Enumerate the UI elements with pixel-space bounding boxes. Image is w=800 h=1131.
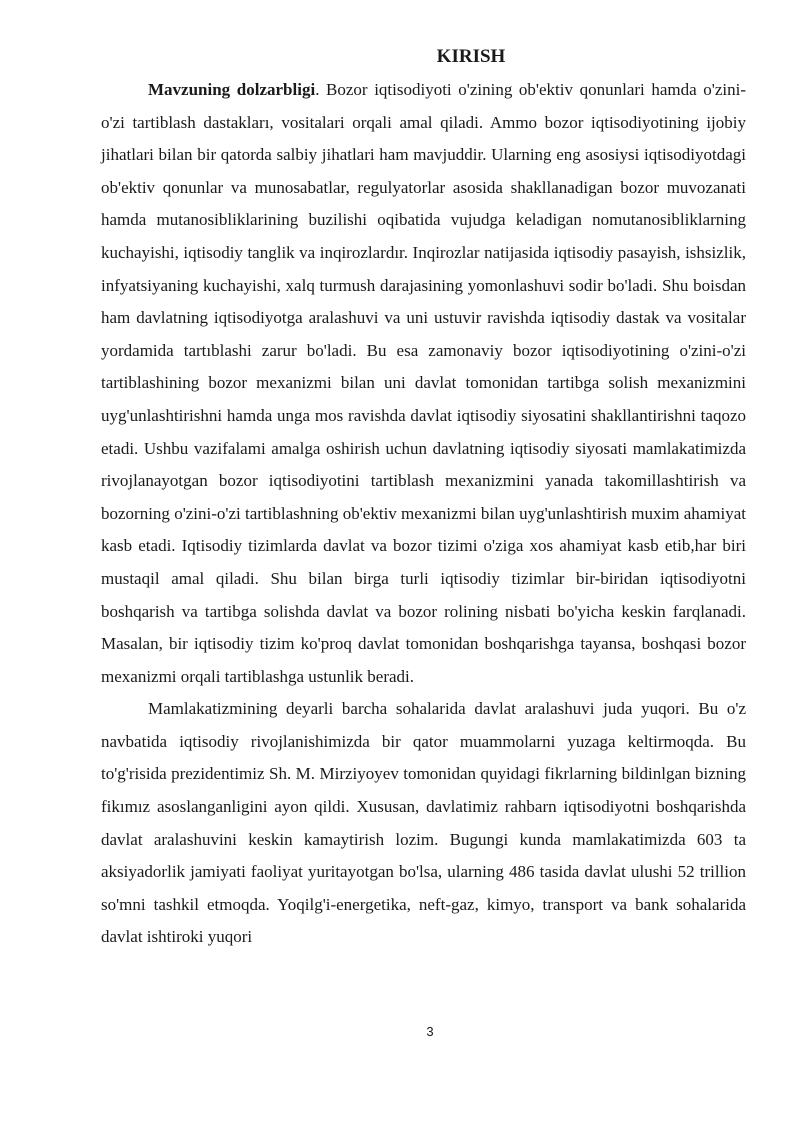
paragraph-state-intervention: Mamlakatizmining deyarli barcha sohalarida davlat aralashuvi juda yuqori. Bu o'z navbatida iqtisodiy rivojlanishimizda bir qator muammolarni yuzaga keltirmoqda. Bu to'g'risida prezidentimiz Sh. M. Mirziyoyev tomonidan quyidagi fikrlarning bildinlgan bizning fikımız asoslanganligini ayon qildi. Xususan, davlatimiz rahbarn iqtisodiyotni boshqarishda davlat aralashuvini keskin kamaytirish lozim. Bugungi kunda mamlakatimizda 603 ta aksiyadorlik jamiyati faoliyat yuritayotgan bo'lsa, ularning 486 tasida davlat ulushi 52 trillion so'mni tashkil etmoqda. Yoqilg'i-energetika, neft-gaz, kimyo, transport va bank sohalarida davlat ishtiroki yuqori: [101, 699, 746, 947]
paragraph-lead-heading: Mavzuning dolzarbligi: [148, 80, 316, 99]
document-page: [101, 40, 746, 954]
paragraph-relevance-text: . Bozor iqtisodiyoti o'zining ob'ektiv qonunlari hamda o'zini-o'zi tartiblash dastakları, vositalari orqali amal qiladi. Ammo bozor iqtisodiyotining ijobiy jihatlari bilan bir qatorda salbiy jihatlari ham mavjuddir. Ularning eng asosiysi iqtisodiyotdagi ob'ektiv qonunlar va munosabatlar, regulyatorlar asosida shakllanadigan bozor muvozanati hamda mutanosibliklarining buzilishi oqibatida vujudga keladigan nomutanosibliklarning kuchayishi, iqtisodiy tanglik va inqirozlardır. Inqirozlar natijasida iqtisodiy pasayish, ishsizlik, infyatsiyaning kuchayishi, xalq turmush darajasining yomonlashuvi sodir bo'ladi. Shu boisdan ham davlatning iqtisodiyotga aralashuvi va uni ustuvir ravishda iqtisodiy dastak va vositalar yordamida tartıblashi zarur bo'ladi. Bu esa zamonaviy bozor iqtisodiyotining o'zini-o'zi tartiblashining bozor mexanizmi bilan uni davlat tomonidan tartibga solish mexanizmini uyg'unlashtirishni hamda unga mos ravishda davlat iqtisodiy siyosatini shakllantirishni taqozo etadi. Ushbu vazifalami amalga oshirish uchun davlatning iqtisodiy siyosati mamlakatimizda rivojlanayotgan bozor iqtisodiyotini tartiblash mexanizmini yanada takomillashtirish va bozorning o'zini-o'zi tartiblashning ob'ektiv mexanizmi bilan uyg'unlashtirish muxim ahamiyat kasb etadi. Iqtisodiy tizimlarda davlat va bozor tizimi o'ziga xos ahamiyat kasb etib,har biri mustaqil amal qiladi. Shu bilan birga turli iqtisodiy tizimlar bir-biridan iqtisodiyotni boshqarish va tartibga solishda davlat va bozor rolining nisbati bo'yicha keskin farqlanadi. Masalan, bir iqtisodiy tizim ko'proq davlat tomonidan boshqarishga tayansa, boshqasi bozor mexanizmi orqali tartiblashga ustunlik beradi.: [101, 80, 746, 686]
page-title: KIRISH: [436, 46, 506, 67]
page-number: 3: [426, 1024, 434, 1039]
paragraph-relevance: [101, 74, 746, 693]
